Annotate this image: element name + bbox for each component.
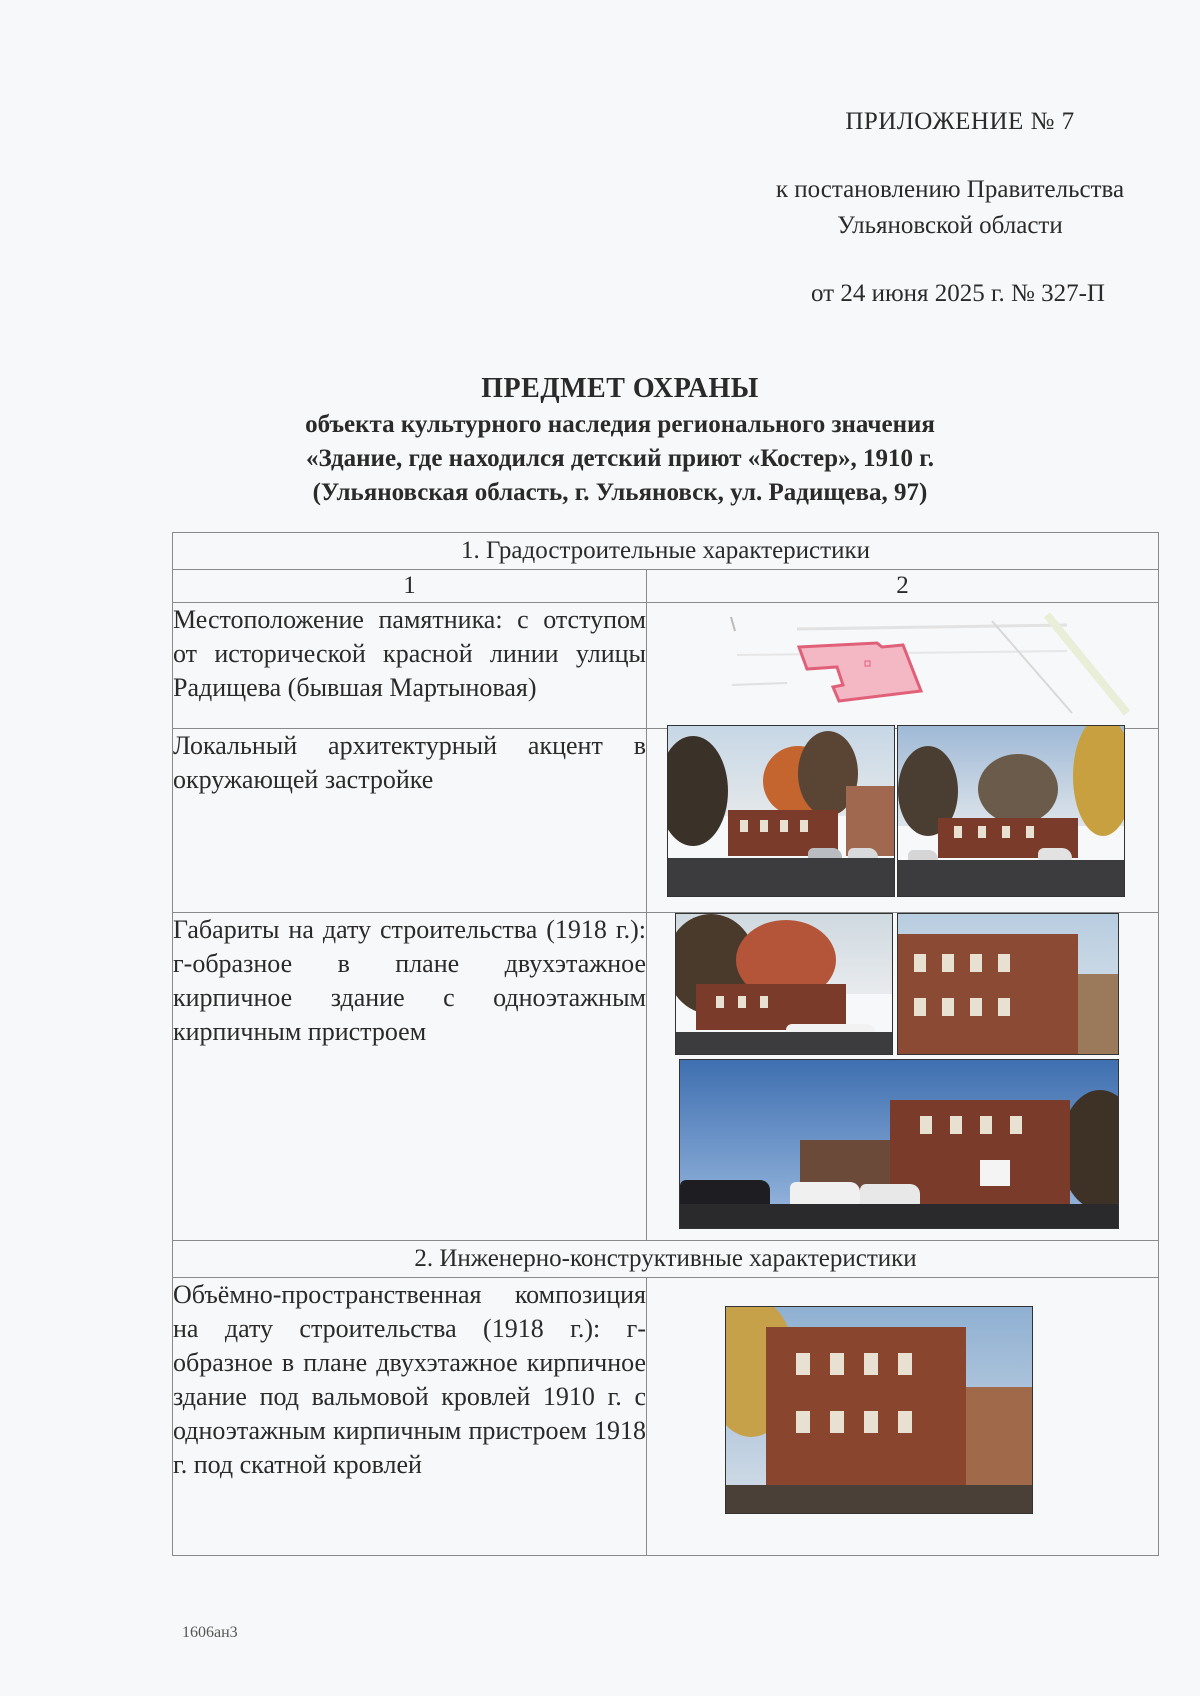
table-row	[173, 913, 1159, 1241]
section-title-urban: 1. Градостроительные характеристики	[173, 533, 1159, 570]
row-description: Локальный архитектурный акцент в окружающей застройке	[173, 729, 647, 913]
row-description: Местоположение памятника: с отступом от исторической красной линии улицы Радищева (бывшая Мартыновая)	[173, 603, 647, 729]
decree-line-2: Ульяновской области	[837, 212, 1063, 239]
document-code: 1606ан3	[182, 1624, 238, 1641]
decree-line-1: к постановлению Правительства	[775, 176, 1125, 203]
column-number-1: 1	[173, 570, 647, 603]
column-number-row	[173, 570, 1159, 603]
decree-reference	[740, 172, 1160, 244]
column-number-2: 2	[647, 570, 1159, 603]
appendix-number: ПРИЛОЖЕНИЕ № 7	[845, 108, 1075, 135]
table-row	[173, 603, 1159, 729]
building-footprint	[799, 643, 921, 701]
building-photo-5	[679, 1059, 1119, 1229]
section-row-urban	[173, 533, 1159, 570]
table-row	[173, 729, 1159, 913]
title-line-1: объекта культурного наследия регионального значения	[305, 411, 935, 438]
photos-cell-dimensions	[647, 913, 1159, 1241]
site-plan-map	[647, 603, 1159, 727]
row-description: Габариты на дату строительства (1918 г.): г-образное в плане двухэтажное кирпичное здание с одноэтажным кирпичным пристроем	[173, 913, 647, 1241]
row-description: Объёмно-пространственная композиция на дату строительства (1918 г.): г-образное в плане двухэтажное кирпичное здание под вальмовой кровлей 1910 г. с одноэтажным кирпичным пристроем 1918 г. под скатной кровлей	[173, 1278, 647, 1556]
document-title	[240, 370, 1000, 510]
protection-table	[172, 532, 1159, 1556]
building-photo-3	[675, 913, 893, 1055]
decree-date: от 24 июня 2025 г. № 327-П	[811, 280, 1105, 307]
section-row-engineering	[173, 1241, 1159, 1278]
title-line-3: (Ульяновская область, г. Ульяновск, ул. Радищева, 97)	[312, 479, 928, 506]
building-photo-4	[897, 913, 1119, 1055]
photos-cell-composition	[647, 1278, 1159, 1556]
title-line-2: «Здание, где находился детский приют «Костер», 1910 г.	[305, 445, 935, 472]
section-title-engineering: 2. Инженерно-конструктивные характеристики	[173, 1241, 1159, 1278]
table-row	[173, 1278, 1159, 1556]
street-photo-2	[897, 725, 1125, 897]
street-photo-1	[667, 725, 895, 897]
site-plan-cell	[647, 603, 1159, 729]
building-photo-6	[725, 1306, 1033, 1514]
title-main: ПРЕДМЕТ ОХРАНЫ	[481, 373, 759, 404]
photos-cell-accent	[647, 729, 1159, 913]
